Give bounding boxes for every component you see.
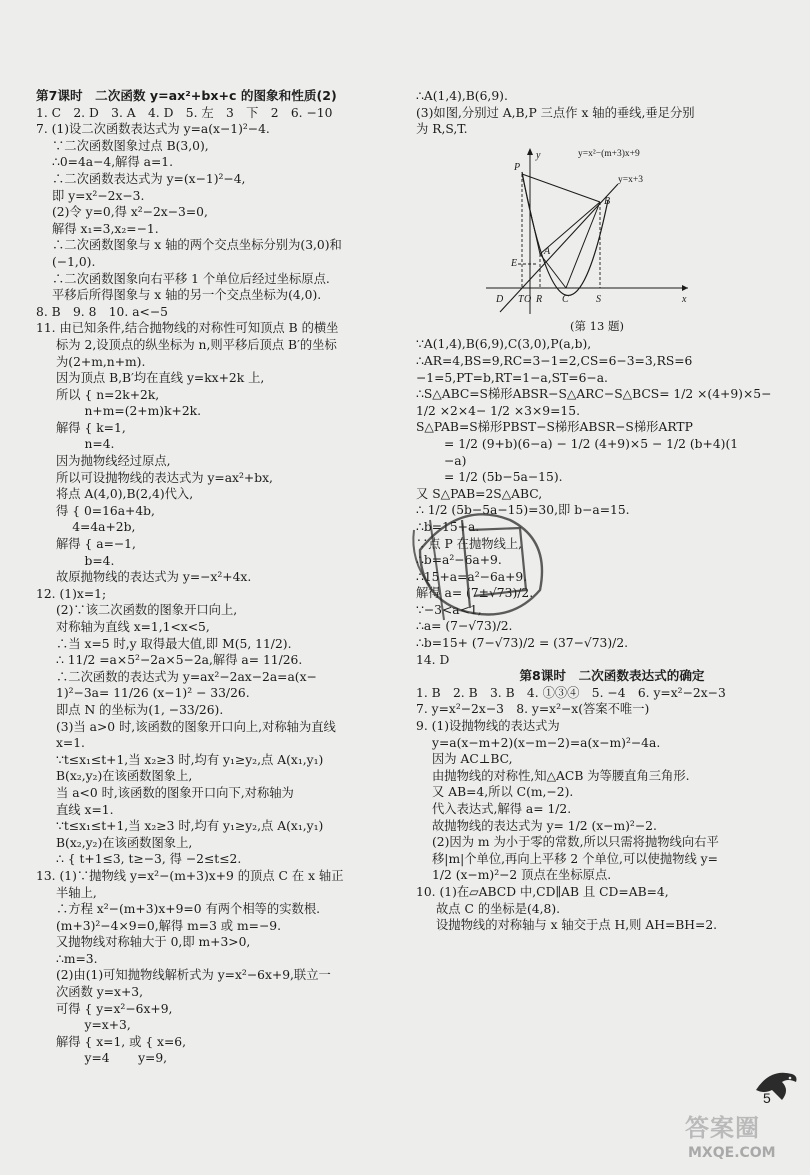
- text-line: 7. (1)设二次函数表达式为 y=a(x−1)²−4.: [36, 122, 270, 137]
- text-line: ∴S△ABC=S梯形ABSR−S△ARC−S△BCS= 1/2 ×(4+9)×5−: [416, 387, 772, 402]
- text-line: 解得 { x=1, 或 { x=6,: [56, 1034, 187, 1049]
- text-line: 即点 N 的坐标为(1, −33/26).: [56, 702, 224, 717]
- parabola-curve: [522, 172, 611, 295]
- text-line: 次函数 y=x+3,: [56, 985, 144, 1000]
- text-line: 由抛物线的对称性,知△ACB 为等腰直角三角形.: [432, 768, 690, 783]
- text-line: = 1/2 (5b−5a−15).: [444, 470, 563, 485]
- text-line: 9. (1)设抛物线的表达式为: [416, 719, 560, 734]
- text-line: 移|m|个单位,再向上平移 2 个单位,可以使抛物线 y=: [432, 851, 718, 866]
- text-line: ∴ { t+1≤3, t≥−3, 得 −2≤t≤2.: [56, 852, 242, 867]
- label-t: T: [518, 293, 524, 305]
- text-line: 半轴上,: [56, 885, 97, 900]
- text-line: 设抛物线的对称轴与 x 轴交于点 H,则 AH=BH=2.: [436, 918, 718, 933]
- text-line: 因为顶点 B,B′均在直线 y=kx+2k 上,: [56, 371, 265, 386]
- text-line: (2)∵该二次函数的图象开口向上,: [56, 603, 238, 618]
- text-line: y=4 y=9,: [56, 1051, 168, 1066]
- right-column-top: [416, 88, 778, 138]
- text-line: (2)因为 m 为小于零的常数,所以只需将抛物线向右平: [432, 835, 719, 850]
- text-line: 直线 x=1.: [56, 802, 114, 817]
- text-line: 为 R,S,T.: [416, 122, 468, 137]
- text-line: ∵二次函数图象过点 B(3,0),: [52, 138, 209, 153]
- text-line: ∴a= (7−√73)/2.: [416, 619, 513, 634]
- text-line: 因为 AC⊥BC,: [432, 752, 513, 767]
- text-line: 4=4a+2b,: [56, 520, 136, 535]
- text-line: 当 a<0 时,该函数的图象开口向下,对称轴为: [56, 785, 294, 800]
- label-o: O: [524, 293, 532, 305]
- text-line: ∴ 1/2 (5b−5a−15)=30,即 b−a=15.: [416, 503, 630, 518]
- text-line: 14. D: [416, 652, 450, 667]
- text-line: 对称轴为直线 x=1,1<x<5,: [56, 620, 210, 634]
- text-line: 又抛物线对称轴大于 0,即 m+3>0,: [56, 935, 251, 950]
- segment-bc: [566, 202, 600, 288]
- text-line: 1. B 2. B 3. B 4. ①③④ 5. −4 6. y=x²−2x−3: [416, 685, 726, 700]
- label-r: R: [536, 293, 543, 305]
- text-line: (−1,0).: [52, 254, 96, 269]
- text-line: ∴A(1,4),B(6,9).: [416, 89, 508, 103]
- text-line: 1)²−3a= 11/26 (x−1)² − 33/26.: [56, 686, 250, 701]
- label-y: y: [536, 149, 541, 161]
- text-line: B(x₂,y₂)在该函数图象上,: [56, 835, 193, 850]
- text-line: = 1/2 (9+b)(6−a) − 1/2 (4+9)×5 − 1/2 (b+4)(1: [444, 436, 739, 451]
- text-line: 所以 { n=2k+2k,: [56, 387, 160, 402]
- text-line: ∴m=3.: [56, 951, 98, 966]
- text-line: ∴AR=4,BS=9,RC=3−1=2,CS=6−3=3,RS=6: [416, 353, 693, 368]
- parabola-diagram: [478, 142, 698, 318]
- text-line: n+m=(2+m)k+2k.: [56, 404, 202, 419]
- text-line: 将点 A(4,0),B(2,4)代入,: [56, 487, 194, 502]
- text-line: 1. C 2. D 3. A 4. D 5. 左 3 下 2 6. −10: [36, 105, 333, 120]
- line-equation: y=x+3: [618, 174, 643, 185]
- text-line: ∵点 P 在抛物线上,: [416, 536, 523, 551]
- left-column: [36, 88, 402, 1067]
- text-line: ∴0=4a−4,解得 a=1.: [52, 155, 174, 170]
- watermark-url: MXQE.COM: [688, 1145, 776, 1161]
- text-line: x=1.: [56, 736, 85, 751]
- text-line: (2)令 y=0,得 x²−2x−3=0,: [52, 205, 208, 220]
- text-line: ∴b=15+ (7−√73)/2 = (37−√73)/2.: [416, 636, 629, 651]
- text-line: 解得 x₁=3,x₂=−1.: [52, 221, 159, 236]
- text-line: 10. (1)在▱ABCD 中,CD∥AB 且 CD=AB=4,: [416, 884, 669, 899]
- text-line: ∴15+a=a²−6a+9.: [416, 569, 528, 584]
- text-line: (3)如图,分别过 A,B,P 三点作 x 轴的垂线,垂足分别: [416, 105, 695, 120]
- text-line: 可得 { y=x²−6x+9,: [56, 1001, 173, 1016]
- text-line: 1/2 (x−m)²−2 顶点在坐标原点.: [432, 868, 612, 883]
- text-line: ∵A(1,4),B(6,9),C(3,0),P(a,b),: [416, 337, 592, 352]
- text-line: ∴二次函数的表达式为 y=ax²−2ax−2a=a(x−: [56, 669, 317, 684]
- text-line: n=4.: [56, 437, 115, 452]
- label-e: E: [511, 257, 518, 269]
- text-line: B(x₂,y₂)在该函数图象上,: [56, 769, 193, 784]
- parabola-equation: y=x²−(m+3)x+9: [578, 148, 640, 159]
- segment-pb: [522, 174, 600, 202]
- text-line: −1=5,PT=b,RT=1−a,ST=6−a.: [416, 370, 608, 385]
- text-line: ∴二次函数图象向右平移 1 个单位后经过坐标原点.: [52, 271, 330, 286]
- page-number: 5: [763, 1090, 771, 1106]
- text-line: ∴ 11/2 =a×5²−2a×5−2a,解得 a= 11/26.: [56, 653, 303, 668]
- text-line: 解得 { a=−1,: [56, 537, 136, 552]
- text-line: y=a(x−m+2)(x−m−2)=a(x−m)²−4a.: [432, 735, 661, 750]
- text-line: 平移后所得图象与 x 轴的另一个交点坐标为(4,0).: [52, 288, 322, 303]
- text-line: 即 y=x²−2x−3.: [52, 188, 145, 203]
- text-line: ∴当 x=5 时,y 取得最大值,即 M(5, 11/2).: [56, 636, 292, 651]
- right-column-bottom: [416, 336, 778, 933]
- text-line: 1/2 ×2×4− 1/2 ×3×9=15.: [416, 403, 580, 418]
- label-d: D: [496, 293, 504, 305]
- label-b: B: [604, 195, 611, 207]
- text-line: 故点 C 的坐标是(4,8).: [436, 901, 561, 916]
- text-line: −a): [444, 453, 467, 468]
- text-line: 12. (1)x=1;: [36, 586, 107, 601]
- watermark-logo: 答案圈: [685, 1114, 760, 1142]
- text-line: ∴二次函数表达式为 y=(x−1)²−4,: [52, 171, 246, 186]
- text-line: 11. 由已知条件,结合抛物线的对称性可知顶点 B 的横坐: [36, 321, 339, 336]
- text-line: y=x+3,: [56, 1018, 131, 1033]
- label-a: A: [544, 245, 551, 257]
- text-line: 所以可设抛物线的表达式为 y=ax²+bx,: [56, 470, 273, 485]
- x-axis-arrow: [682, 285, 688, 291]
- label-c: C: [562, 293, 569, 305]
- label-x: x: [682, 293, 687, 305]
- text-line: ∴方程 x²−(m+3)x+9=0 有两个相等的实数根.: [56, 902, 321, 917]
- text-line: b=4.: [56, 553, 115, 568]
- text-line: 故原抛物线的表达式为 y=−x²+4x.: [56, 570, 252, 585]
- text-line: 标为 2,设顶点的纵坐标为 n,则平移后顶点 B′的坐标: [56, 337, 337, 352]
- label-p: P: [514, 161, 521, 173]
- text-line: ∴b=15+a.: [416, 519, 480, 534]
- section-heading: 第8课时 二次函数表达式的确定: [519, 668, 705, 684]
- text-line: 故抛物线的表达式为 y= 1/2 (x−m)²−2.: [432, 818, 657, 833]
- text-line: (3)当 a>0 时,该函数的图象开口向上,对称轴为直线: [56, 719, 336, 734]
- handwritten-stamp: [400, 490, 570, 630]
- text-line: 代入表达式,解得 a= 1/2.: [432, 802, 572, 816]
- text-line: (m+3)²−4×9=0,解得 m=3 或 m=−9.: [56, 918, 282, 933]
- y-axis-arrow: [527, 148, 533, 155]
- dolphin-logo-icon: [752, 1060, 802, 1110]
- text-line: 又 S△PAB=2S△ABC,: [416, 486, 543, 501]
- text-line: ∴b=a²−6a+9.: [416, 553, 502, 568]
- text-line: 8. B 9. 8 10. a<−5: [36, 304, 168, 319]
- text-line: (2)由(1)可知抛物线解析式为 y=x²−6x+9,联立一: [56, 968, 331, 983]
- text-line: S△PAB=S梯形PBST−S梯形ABSR−S梯形ARTP: [416, 420, 693, 435]
- label-s: S: [596, 293, 601, 305]
- text-line: 又 AB=4,所以 C(m,−2).: [432, 785, 574, 800]
- segment-pa: [522, 174, 540, 254]
- text-line: ∴二次函数图象与 x 轴的两个交点坐标分别为(3,0)和: [52, 238, 342, 253]
- text-line: 解得 { k=1,: [56, 420, 126, 435]
- figure-caption: (第 13 题): [570, 318, 624, 333]
- text-line: ∵t≤x₁≤t+1,当 x₂≥3 时,均有 y₁≥y₂,点 A(x₁,y₁): [56, 819, 324, 834]
- section-heading: 第7课时 二次函数 y=ax²+bx+c 的图象和性质(2): [36, 88, 337, 103]
- problem-13-figure: [478, 142, 698, 318]
- text-line: 解得 a= (7±√73)/2.: [416, 586, 534, 601]
- text-line: ∵t≤x₁≤t+1,当 x₂≥3 时,均有 y₁≥y₂,点 A(x₁,y₁): [56, 752, 324, 767]
- text-line: 得 { 0=16a+4b,: [56, 503, 155, 518]
- text-line: 13. (1)∵抛物线 y=x²−(m+3)x+9 的顶点 C 在 x 轴正: [36, 868, 344, 883]
- text-line: 因为抛物线经过原点,: [56, 454, 171, 469]
- text-line: 7. y=x²−2x−3 8. y=x²−x(答案不唯一): [416, 702, 650, 717]
- text-line: ∵−3<a<1,: [416, 602, 482, 617]
- text-line: 为(2+m,n+m).: [56, 354, 146, 369]
